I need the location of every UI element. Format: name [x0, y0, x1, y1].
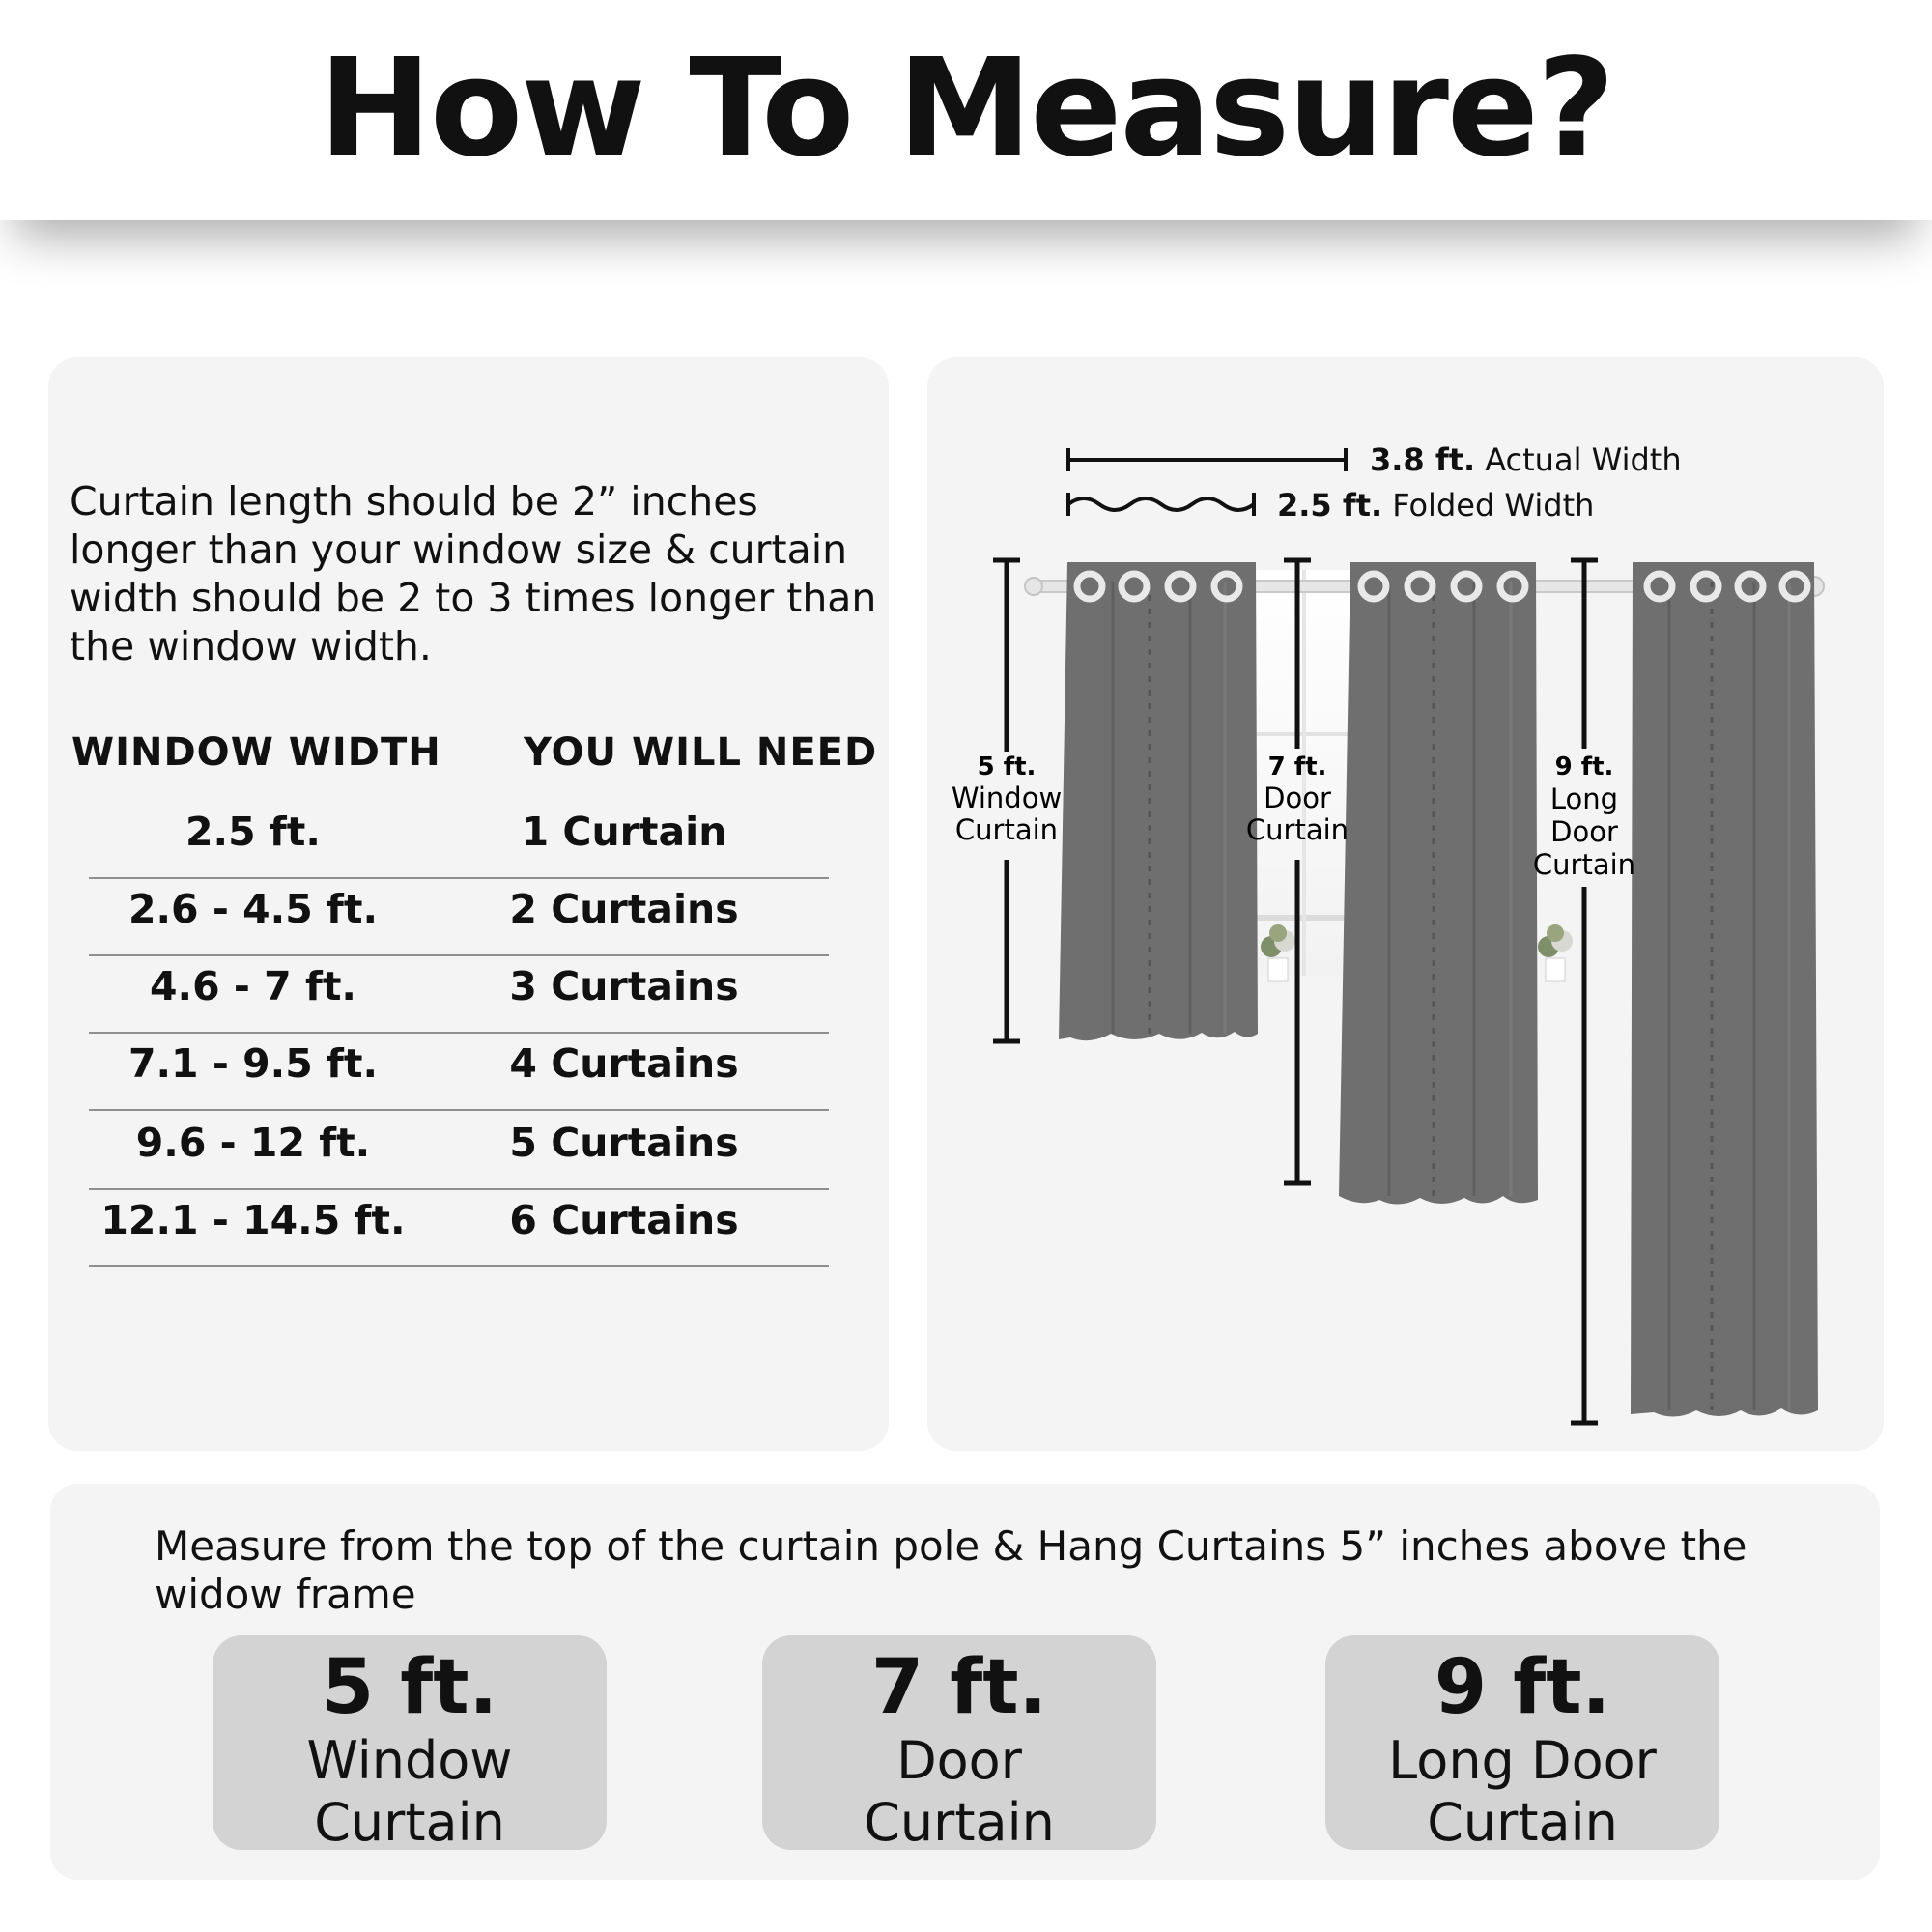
sizing-guide-panel [48, 357, 889, 1451]
window-length-label-line2: Curtain [954, 813, 1059, 846]
curtains-needed-cell: 5 Curtains [509, 1120, 739, 1166]
folded-width-wave [1068, 493, 1254, 516]
badge-label-line1: Door [896, 1730, 1022, 1791]
long-door-length-label-line1: Long [1549, 782, 1619, 815]
table-row [89, 1113, 829, 1190]
window-length-label-line1: Window [951, 781, 1063, 814]
row-divider [89, 1109, 829, 1111]
curtains-needed-cell: 6 Curtains [509, 1197, 739, 1243]
curtains-needed-cell: 1 Curtain [521, 809, 727, 855]
long-door-length-label-line2: Door [1550, 815, 1618, 848]
hanging-instructions: Measure from the top of the curtain pole & Hang Curtains 5” inches above the widow frame [155, 1522, 1747, 1618]
column-header-you-will-need: YOU WILL NEED [524, 730, 878, 775]
hanging-guide-panel [50, 1484, 1880, 1880]
folded-width-text: 2.5 ft. Folded Width [1277, 487, 1595, 524]
window-curtain [1059, 562, 1258, 1040]
long-door-curtain-badge [1325, 1635, 1719, 1853]
long-door-length-label: 9 ft. [1554, 753, 1614, 781]
badge-label-line2: Curtain [864, 1792, 1055, 1853]
curtains-needed-cell: 4 Curtains [509, 1040, 739, 1087]
curtains-needed-cell: 2 Curtains [509, 886, 739, 932]
door-curtain [1339, 562, 1538, 1205]
window-curtain-badge [213, 1635, 607, 1853]
window-width-cell: 9.6 - 12 ft. [135, 1120, 371, 1166]
curtain-length-diagram [927, 357, 1884, 1451]
table-row [89, 1190, 829, 1267]
curtain-diagram-svg [927, 357, 1884, 1451]
window-width-cell: 2.5 ft. [185, 809, 321, 855]
plant-icon [1538, 924, 1573, 981]
badge-size: 9 ft. [1434, 1644, 1611, 1731]
curtains-needed-cell: 3 Curtains [509, 963, 739, 1009]
long-door-length-label-line3: Curtain [1532, 848, 1636, 881]
actual-width-line [1068, 448, 1346, 471]
door-length-label-line1: Door [1264, 781, 1331, 814]
window-width-cell: 12.1 - 14.5 ft. [100, 1197, 406, 1243]
window-width-cell: 4.6 - 7 ft. [149, 963, 356, 1009]
door-length-label: 7 ft. [1267, 753, 1327, 781]
table-row [89, 802, 829, 879]
actual-width-text: 3.8 ft. Actual Width [1370, 441, 1682, 478]
badge-label-line2: Curtain [1427, 1792, 1618, 1853]
window-length-label: 5 ft. [977, 753, 1037, 781]
intro-text: Curtain length should be 2” inches longer than your window size & curtain width should be 2 to 3 times longer than the window width. [70, 478, 877, 669]
page-title: How To Measure? [318, 30, 1614, 187]
long-door-length-line [1571, 560, 1598, 1423]
window-width-cell: 7.1 - 9.5 ft. [128, 1040, 379, 1087]
table-row [89, 1034, 829, 1111]
badge-size: 7 ft. [870, 1644, 1048, 1731]
door-length-label-line2: Curtain [1245, 813, 1350, 846]
header [0, 0, 1932, 220]
table-row [89, 879, 829, 956]
window-width-cell: 2.6 - 4.5 ft. [128, 886, 379, 932]
table-row [89, 956, 829, 1034]
column-header-window-width: WINDOW WIDTH [71, 730, 441, 775]
badge-label-line1: Long Door [1388, 1730, 1657, 1791]
door-curtain-badge [762, 1635, 1156, 1853]
badge-label-line2: Curtain [314, 1792, 505, 1853]
badge-size: 5 ft. [321, 1644, 498, 1731]
long-door-curtain [1631, 562, 1818, 1417]
badge-label-line1: Window [306, 1730, 513, 1791]
row-divider [89, 1265, 829, 1267]
